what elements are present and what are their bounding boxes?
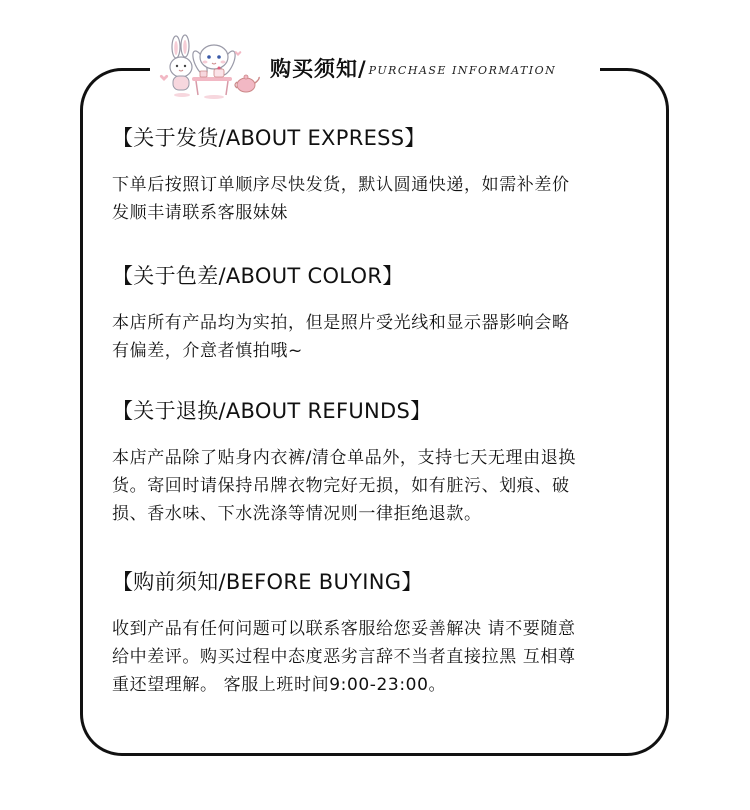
card-header bbox=[150, 28, 600, 108]
section-title: 【关于退换/ABOUT REFUNDS】 bbox=[112, 399, 432, 423]
body-line: 给中差评。购买过程中态度恶劣言辞不当者直接拉黑 互相尊 bbox=[112, 647, 576, 667]
section-express bbox=[112, 124, 662, 227]
body-line: 发顺丰请联系客服妹妹 bbox=[112, 203, 288, 223]
body-line: 本店产品除了贴身内衣裤/清仓单品外，支持七天无理由退换 bbox=[112, 448, 576, 468]
header-subtitle: PURCHASE INFORMATION bbox=[368, 63, 557, 77]
section-title: 【关于发货/ABOUT EXPRESS】 bbox=[112, 126, 426, 150]
section-color bbox=[112, 262, 662, 365]
section-body bbox=[112, 615, 662, 699]
header-title: 购买须知/ bbox=[270, 57, 367, 81]
section-refunds bbox=[112, 397, 662, 528]
body-line: 下单后按照订单顺序尽快发货，默认圆通快递，如需补差价 bbox=[112, 175, 570, 195]
body-line: 收到产品有任何问题可以联系客服给您妥善解决 请不要随意 bbox=[112, 619, 576, 639]
body-line: 损、香水味、下水洗涤等情况则一律拒绝退款。 bbox=[112, 504, 482, 524]
section-body bbox=[112, 444, 662, 528]
section-body bbox=[112, 171, 662, 227]
body-line: 货。寄回时请保持吊牌衣物完好无损，如有脏污、划痕、破 bbox=[112, 476, 570, 496]
section-body bbox=[112, 309, 662, 365]
body-line: 有偏差，介意者慎拍哦~ bbox=[112, 341, 303, 361]
section-before-buying bbox=[112, 568, 662, 699]
mascot-tea-party-icon bbox=[154, 33, 262, 103]
section-title: 【购前须知/BEFORE BUYING】 bbox=[112, 570, 423, 594]
body-line: 重还望理解。 客服上班时间9:00-23:00。 bbox=[112, 675, 447, 695]
body-line: 本店所有产品均为实拍，但是照片受光线和显示器影响会略 bbox=[112, 313, 570, 333]
section-title: 【关于色差/ABOUT COLOR】 bbox=[112, 264, 404, 288]
